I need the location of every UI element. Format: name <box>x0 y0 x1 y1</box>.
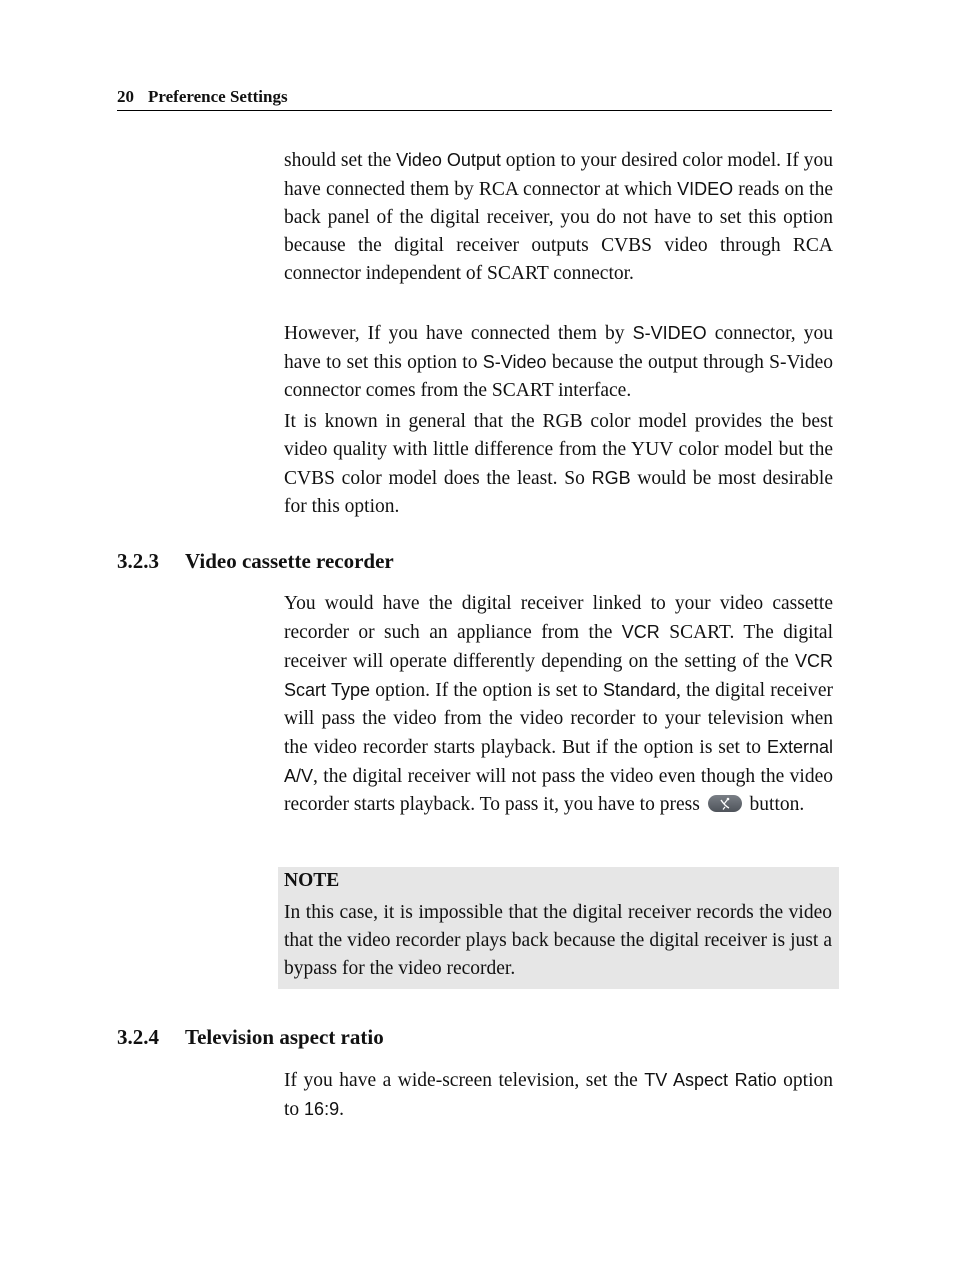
text-run: You would have the digital receiver linked to your video cassette recorder or such an appliance from the <box>284 593 833 643</box>
section-heading-3-2-4 <box>117 1023 384 1051</box>
running-title: Preference Settings <box>148 87 288 106</box>
option-value-16-9: 16:9 <box>304 1099 340 1119</box>
option-name-tv-aspect-ratio: TV Aspect Ratio <box>644 1070 777 1090</box>
section-title: Video cassette recorder <box>185 549 394 573</box>
page-number: 20 <box>117 87 134 106</box>
option-value-standard: Standard <box>602 680 677 700</box>
connector-label-s-video: S-VIDEO <box>632 323 707 343</box>
text-run: However, If you have connected them by <box>284 323 633 344</box>
connector-label-vcr: VCR <box>621 622 660 642</box>
text-run: If you have a wide-screen television, set the <box>284 1070 645 1091</box>
paragraph-vcr <box>284 590 833 819</box>
paragraph-video-output <box>284 146 833 288</box>
option-value-rgb: RGB <box>591 468 631 488</box>
text-run: should set the <box>284 150 397 171</box>
note-text: In this case, it is impossible that the digital receiver records the video that the video recorder plays back because the digital receiver is just a bypass for the video recorder. <box>284 902 832 979</box>
note-box <box>278 867 839 989</box>
text-run: connector, you have to set this option to <box>284 323 833 373</box>
text-run: . <box>339 1099 344 1120</box>
section-title: Television aspect ratio <box>185 1025 384 1049</box>
text-run: option to your desired color model. If you have connected them by RCA connector at which <box>284 150 833 200</box>
text-run: , the digital receiver will pass the video from the video recorder to your television when the video recorder starts playback. But if the option is set to <box>284 680 833 758</box>
text-run: SCART. The digital receiver will operate differently depending on the setting of the <box>284 622 833 672</box>
text-run: because the output through S-Video connector comes from the SCART interface. <box>284 352 833 401</box>
section-number: 3.2.3 <box>117 549 159 573</box>
paragraph-s-video <box>284 319 833 405</box>
connector-label-video: VIDEO <box>677 179 734 199</box>
text-run: , the digital receiver will not pass the video even though the video recorder starts playback. To pass it, you have to press <box>284 766 833 815</box>
page-header <box>117 86 832 111</box>
option-value-external-av: External A/V <box>284 737 833 786</box>
paragraph-aspect-ratio <box>284 1066 833 1124</box>
text-run: button. <box>744 794 805 815</box>
text-run: option. If the option is set to <box>370 680 603 701</box>
text-run: would be most desirable for this option. <box>284 468 833 517</box>
option-name-vcr-scart-type: VCR Scart Type <box>284 651 833 700</box>
text-run: option to <box>284 1070 834 1120</box>
option-name-video-output: Video Output <box>396 150 501 170</box>
text-run: It is known in general that the RGB color model provides the best video quality with little difference from the YUV color model but the CVBS color model does the least. So <box>284 411 833 489</box>
text-run: reads on the back panel of the digital receiver, you do not have to set this option because the digital receiver outputs CVBS video through RCA connector independent of SCART connector. <box>284 179 833 284</box>
section-heading-3-2-3 <box>117 547 394 575</box>
section-number: 3.2.4 <box>117 1025 159 1049</box>
option-value-s-video: S-Video <box>482 352 547 372</box>
note-title: NOTE <box>284 870 340 891</box>
satellite-dish-remote-button-icon <box>708 795 742 812</box>
paragraph-rgb <box>284 408 833 521</box>
